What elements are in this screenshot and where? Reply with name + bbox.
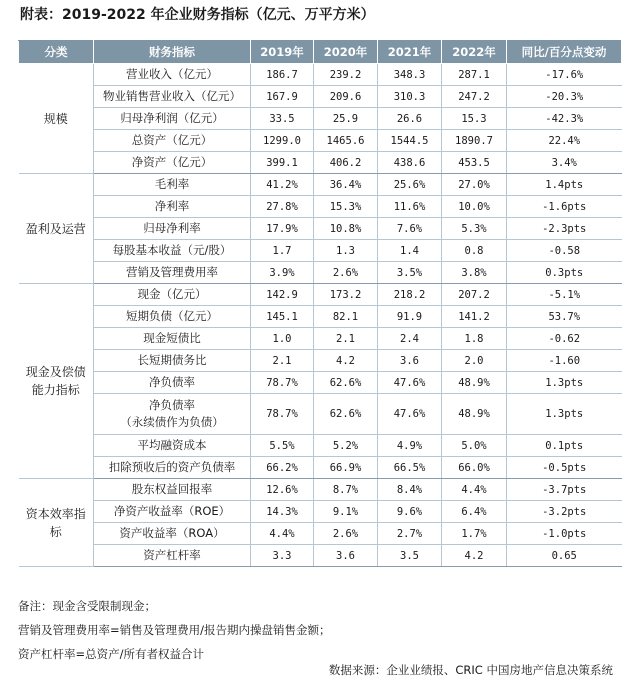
table-header-row — [19, 41, 622, 64]
category-cell — [19, 174, 94, 284]
table-row — [19, 372, 622, 394]
category-label: 规模 — [43, 111, 68, 126]
table-row — [19, 174, 622, 196]
value-cell: 0.8 — [442, 240, 507, 262]
value-cell: 62.6% — [314, 372, 378, 394]
indicator-label: 营业收入（亿元） — [126, 67, 218, 81]
indicator-label: 净负债率 — [149, 398, 195, 412]
indicator-label: 净负债率 — [149, 375, 195, 389]
value-cell: 141.2 — [442, 306, 507, 328]
indicator-label: 平均融资成本 — [137, 438, 207, 452]
table-row — [19, 457, 622, 479]
change-cell: -2.3pts — [507, 218, 622, 240]
notes — [18, 594, 331, 666]
value-cell: 47.6% — [378, 394, 442, 435]
indicator-cell — [94, 86, 251, 108]
value-cell: 4.2 — [442, 545, 507, 567]
header-indicator: 财务指标 — [94, 41, 251, 64]
indicator-label: 扣除预收后的资产负债率 — [108, 460, 236, 474]
value-cell: 15.3 — [442, 108, 507, 130]
change-cell: 22.4% — [507, 130, 622, 152]
value-cell: 142.9 — [251, 284, 314, 306]
change-cell: -5.1% — [507, 284, 622, 306]
change-cell: -1.0pts — [507, 523, 622, 545]
table-row — [19, 262, 622, 284]
header-change: 同比/百分点变动 — [507, 41, 622, 64]
change-cell: -0.62 — [507, 328, 622, 350]
category-label: 盈利及运营 — [25, 221, 86, 236]
category-cell — [19, 284, 94, 479]
value-cell: 167.9 — [251, 86, 314, 108]
value-cell: 3.3 — [251, 545, 314, 567]
table-row — [19, 523, 622, 545]
value-cell: 5.5% — [251, 435, 314, 457]
value-cell: 48.9% — [442, 394, 507, 435]
change-cell: -3.7pts — [507, 479, 622, 501]
value-cell: 5.3% — [442, 218, 507, 240]
value-cell: 10.8% — [314, 218, 378, 240]
indicator-label: 归母净利率 — [143, 221, 201, 235]
value-cell: 82.1 — [314, 306, 378, 328]
value-cell: 25.9 — [314, 108, 378, 130]
indicator-cell — [94, 501, 251, 523]
indicator-cell — [94, 152, 251, 174]
indicator-label: 现金（亿元） — [137, 287, 207, 301]
indicator-label: （永续债作为负债） — [120, 415, 224, 429]
value-cell: 10.0% — [442, 196, 507, 218]
value-cell: 62.6% — [314, 394, 378, 435]
value-cell: 247.2 — [442, 86, 507, 108]
value-cell: 2.1 — [314, 328, 378, 350]
change-cell: -1.6pts — [507, 196, 622, 218]
change-cell: 1.3pts — [507, 394, 622, 435]
header-year-2021: 2021年 — [378, 41, 442, 64]
data-source: 数据来源：企业业绩报、CRIC 中国房地产信息决策系统 — [328, 663, 613, 677]
indicator-cell — [94, 435, 251, 457]
table-row — [19, 152, 622, 174]
value-cell: 1299.0 — [251, 130, 314, 152]
value-cell: 1544.5 — [378, 130, 442, 152]
indicator-cell — [94, 174, 251, 196]
note-line: 资产杠杆率=总资产/所有者权益合计 — [18, 647, 205, 661]
value-cell: 3.8% — [442, 262, 507, 284]
table-row — [19, 501, 622, 523]
value-cell: 1465.6 — [314, 130, 378, 152]
indicator-label: 净资产收益率（ROE） — [113, 504, 231, 518]
indicator-cell — [94, 328, 251, 350]
value-cell: 3.6 — [314, 545, 378, 567]
value-cell: 7.6% — [378, 218, 442, 240]
indicator-cell — [94, 479, 251, 501]
table-row — [19, 218, 622, 240]
value-cell: 438.6 — [378, 152, 442, 174]
table-row — [19, 130, 622, 152]
value-cell: 33.5 — [251, 108, 314, 130]
indicator-label: 长短期债务比 — [137, 353, 207, 367]
value-cell: 41.2% — [251, 174, 314, 196]
table-row — [19, 435, 622, 457]
table-row — [19, 394, 622, 435]
indicator-cell — [94, 240, 251, 262]
header-category: 分类 — [19, 41, 94, 64]
value-cell: 15.3% — [314, 196, 378, 218]
value-cell: 2.6% — [314, 523, 378, 545]
indicator-label: 总资产（亿元） — [131, 133, 213, 147]
value-cell: 66.2% — [251, 457, 314, 479]
value-cell: 5.2% — [314, 435, 378, 457]
indicator-cell — [94, 372, 251, 394]
value-cell: 47.6% — [378, 372, 442, 394]
indicator-label: 净利率 — [154, 199, 190, 213]
value-cell: 11.6% — [378, 196, 442, 218]
change-cell: 0.3pts — [507, 262, 622, 284]
category-cell — [19, 64, 94, 174]
indicator-cell — [94, 64, 251, 86]
change-cell: -17.6% — [507, 64, 622, 86]
value-cell: 3.9% — [251, 262, 314, 284]
value-cell: 2.4 — [378, 328, 442, 350]
value-cell: 2.6% — [314, 262, 378, 284]
value-cell: 78.7% — [251, 394, 314, 435]
indicator-cell — [94, 306, 251, 328]
table-row — [19, 350, 622, 372]
value-cell: 5.0% — [442, 435, 507, 457]
value-cell: 17.9% — [251, 218, 314, 240]
value-cell: 48.9% — [442, 372, 507, 394]
value-cell: 4.9% — [378, 435, 442, 457]
value-cell: 25.6% — [378, 174, 442, 196]
table-row — [19, 64, 622, 86]
indicator-cell — [94, 284, 251, 306]
indicator-cell — [94, 350, 251, 372]
value-cell: 36.4% — [314, 174, 378, 196]
indicator-label: 短期负债（亿元） — [126, 309, 218, 323]
change-cell: 0.1pts — [507, 435, 622, 457]
table-row — [19, 108, 622, 130]
change-cell: -1.60 — [507, 350, 622, 372]
value-cell: 6.4% — [442, 501, 507, 523]
indicator-label: 毛利率 — [154, 177, 190, 191]
value-cell: 91.9 — [378, 306, 442, 328]
table-body — [19, 64, 622, 567]
change-cell: -0.58 — [507, 240, 622, 262]
indicator-label: 归母净利润（亿元） — [120, 111, 224, 125]
value-cell: 26.6 — [378, 108, 442, 130]
table-row — [19, 306, 622, 328]
header-year-2022: 2022年 — [442, 41, 507, 64]
indicator-label: 物业销售营业收入（亿元） — [103, 89, 241, 103]
value-cell: 1.0 — [251, 328, 314, 350]
value-cell: 3.6 — [378, 350, 442, 372]
note-line: 营销及管理费用率=销售及管理费用/报告期内操盘销售金额； — [18, 623, 331, 637]
value-cell: 2.7% — [378, 523, 442, 545]
indicator-cell — [94, 108, 251, 130]
value-cell: 3.5 — [378, 545, 442, 567]
category-label: 能力指标 — [31, 383, 80, 397]
value-cell: 9.1% — [314, 501, 378, 523]
value-cell: 1.7% — [442, 523, 507, 545]
indicator-cell — [94, 130, 251, 152]
value-cell: 12.6% — [251, 479, 314, 501]
table-row — [19, 240, 622, 262]
indicator-cell — [94, 457, 251, 479]
change-cell: -20.3% — [507, 86, 622, 108]
indicator-label: 资产收益率（ROA） — [119, 526, 225, 540]
category-cell — [19, 479, 94, 567]
value-cell: 1890.7 — [442, 130, 507, 152]
category-label: 标 — [49, 524, 62, 539]
value-cell: 173.2 — [314, 284, 378, 306]
value-cell: 207.2 — [442, 284, 507, 306]
value-cell: 209.6 — [314, 86, 378, 108]
change-cell: -3.2pts — [507, 501, 622, 523]
value-cell: 4.4% — [442, 479, 507, 501]
table-row — [19, 196, 622, 218]
indicator-cell — [94, 523, 251, 545]
value-cell: 186.7 — [251, 64, 314, 86]
value-cell: 239.2 — [314, 64, 378, 86]
change-cell: 3.4% — [507, 152, 622, 174]
indicator-label: 净资产（亿元） — [131, 155, 213, 169]
page-title: 附表：2019-2022 年企业财务指标（亿元、万平方米） — [20, 7, 375, 23]
value-cell: 27.0% — [442, 174, 507, 196]
indicator-cell — [94, 394, 251, 435]
value-cell: 1.8 — [442, 328, 507, 350]
value-cell: 399.1 — [251, 152, 314, 174]
value-cell: 9.6% — [378, 501, 442, 523]
value-cell: 66.5% — [378, 457, 442, 479]
value-cell: 66.0% — [442, 457, 507, 479]
value-cell: 145.1 — [251, 306, 314, 328]
value-cell: 453.5 — [442, 152, 507, 174]
indicator-cell — [94, 196, 251, 218]
change-cell: -42.3% — [507, 108, 622, 130]
value-cell: 3.5% — [378, 262, 442, 284]
table-row — [19, 479, 622, 501]
change-cell: 0.65 — [507, 545, 622, 567]
change-cell: 1.3pts — [507, 372, 622, 394]
change-cell: -0.5pts — [507, 457, 622, 479]
category-label: 资本效率指 — [25, 506, 86, 521]
indicator-label: 现金短债比 — [143, 331, 201, 345]
change-cell: 53.7% — [507, 306, 622, 328]
indicator-cell — [94, 545, 251, 567]
indicator-label: 营销及管理费用率 — [126, 265, 218, 279]
value-cell: 4.4% — [251, 523, 314, 545]
indicator-label: 股东权益回报率 — [131, 482, 213, 496]
value-cell: 1.3 — [314, 240, 378, 262]
value-cell: 2.1 — [251, 350, 314, 372]
header-year-2019: 2019年 — [251, 41, 314, 64]
value-cell: 1.7 — [251, 240, 314, 262]
value-cell: 66.9% — [314, 457, 378, 479]
table-row — [19, 328, 622, 350]
table-row — [19, 545, 622, 567]
header-year-2020: 2020年 — [314, 41, 378, 64]
value-cell: 406.2 — [314, 152, 378, 174]
value-cell: 348.3 — [378, 64, 442, 86]
value-cell: 14.3% — [251, 501, 314, 523]
financial-table — [18, 40, 622, 567]
note-line: 备注：现金含受限制现金； — [18, 599, 156, 613]
indicator-cell — [94, 218, 251, 240]
table-row — [19, 86, 622, 108]
category-label: 现金及偿债 — [25, 365, 86, 379]
indicator-label: 每股基本收益（元/股） — [112, 243, 232, 257]
value-cell: 8.7% — [314, 479, 378, 501]
value-cell: 8.4% — [378, 479, 442, 501]
table-row — [19, 284, 622, 306]
value-cell: 310.3 — [378, 86, 442, 108]
change-cell: 1.4pts — [507, 174, 622, 196]
value-cell: 1.4 — [378, 240, 442, 262]
value-cell: 78.7% — [251, 372, 314, 394]
value-cell: 287.1 — [442, 64, 507, 86]
value-cell: 2.0 — [442, 350, 507, 372]
value-cell: 27.8% — [251, 196, 314, 218]
indicator-label: 资产杠杆率 — [143, 548, 201, 562]
indicator-cell — [94, 262, 251, 284]
value-cell: 4.2 — [314, 350, 378, 372]
value-cell: 218.2 — [378, 284, 442, 306]
